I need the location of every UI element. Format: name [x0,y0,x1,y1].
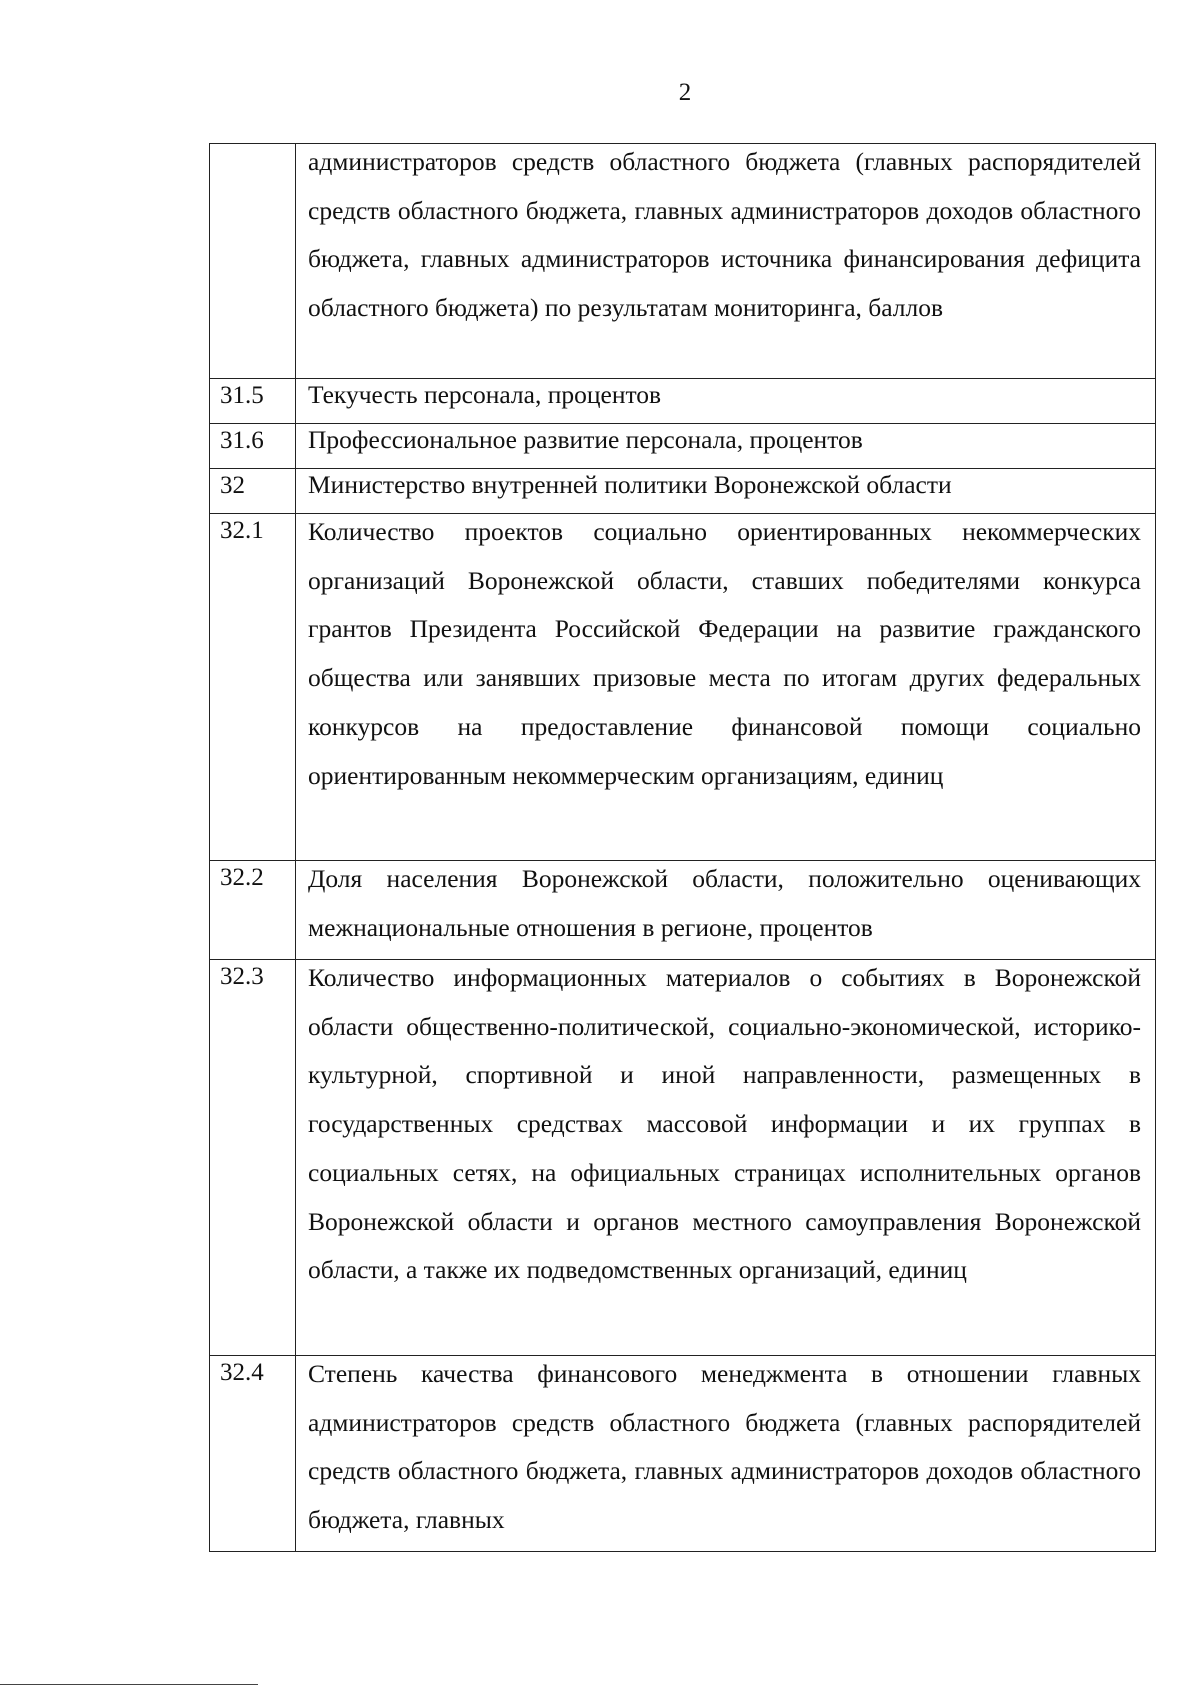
row-number-cell [210,144,296,379]
table-row [210,861,1156,960]
indicators-table [209,143,1156,1552]
row-number-cell [210,861,296,960]
row-text: Степень качества финансового менеджмента в отношении главных администраторов средств областного бюджета (главных распорядителей средств областного бюджета, главных администраторов доходов областного бюджета, главных [308,1359,1141,1535]
table-row [210,960,1156,1356]
table-row [210,469,1156,514]
row-number-cell [210,424,296,469]
row-text: Доля населения Воронежской области, положительно оценивающих межнациональные отношения в регионе, процентов [308,864,1141,942]
row-text-cell [296,861,1156,960]
row-number: 32.1 [220,517,264,544]
row-text: Количество проектов социально ориентированных некоммерческих организаций Воронежской области, ставших победителями конкурса грантов Президента Российской Федерации на развитие гражданского общества или занявших призовые места по итогам других федеральных конкурсов на предоставление финансовой помощи социально ориентированным некоммерческим организациям, единиц [308,517,1141,790]
row-number: 32 [220,472,245,499]
row-text-cell [296,144,1156,379]
table-row [210,144,1156,379]
row-number-cell [210,960,296,1356]
row-text: Профессиональное развитие персонала, процентов [308,425,863,454]
page-number: 2 [678,79,692,106]
row-text: Количество информационных материалов о событиях в Воронежской области общественно-политической, социально-экономической, историко-культурной, спортивной и иной направленности, размещенных в государственных средствах массовой информации и их группах в социальных сетях, на официальных страницах исполнительных органов Воронежской области и органов местного самоуправления Воронежской области, а также их подведомственных организаций, единиц [308,963,1141,1285]
row-text-cell [296,1356,1156,1552]
row-number: 32.3 [220,963,264,990]
row-text-cell [296,960,1156,1356]
row-number-cell [210,469,296,514]
row-number-cell [210,514,296,861]
row-number-cell [210,379,296,424]
table-row [210,514,1156,861]
row-text: Текучесть персонала, процентов [308,380,662,409]
table-row [210,1356,1156,1552]
row-number [210,144,295,146]
row-text: администраторов средств областного бюджета (главных распорядителей средств областного бюджета, главных администраторов доходов областного бюджета, главных администраторов источника финансирования дефицита областного бюджета) по результатам мониторинга, баллов [308,147,1141,323]
row-number: 31.6 [220,427,264,454]
row-number: 32.4 [220,1359,264,1386]
footer-rule [0,1684,258,1685]
row-text-cell [296,469,1156,514]
row-number: 31.5 [220,382,264,409]
row-text-cell [296,514,1156,861]
row-number: 32.2 [220,864,264,891]
row-number-cell [210,1356,296,1552]
row-text: Министерство внутренней политики Воронежской области [308,470,952,499]
